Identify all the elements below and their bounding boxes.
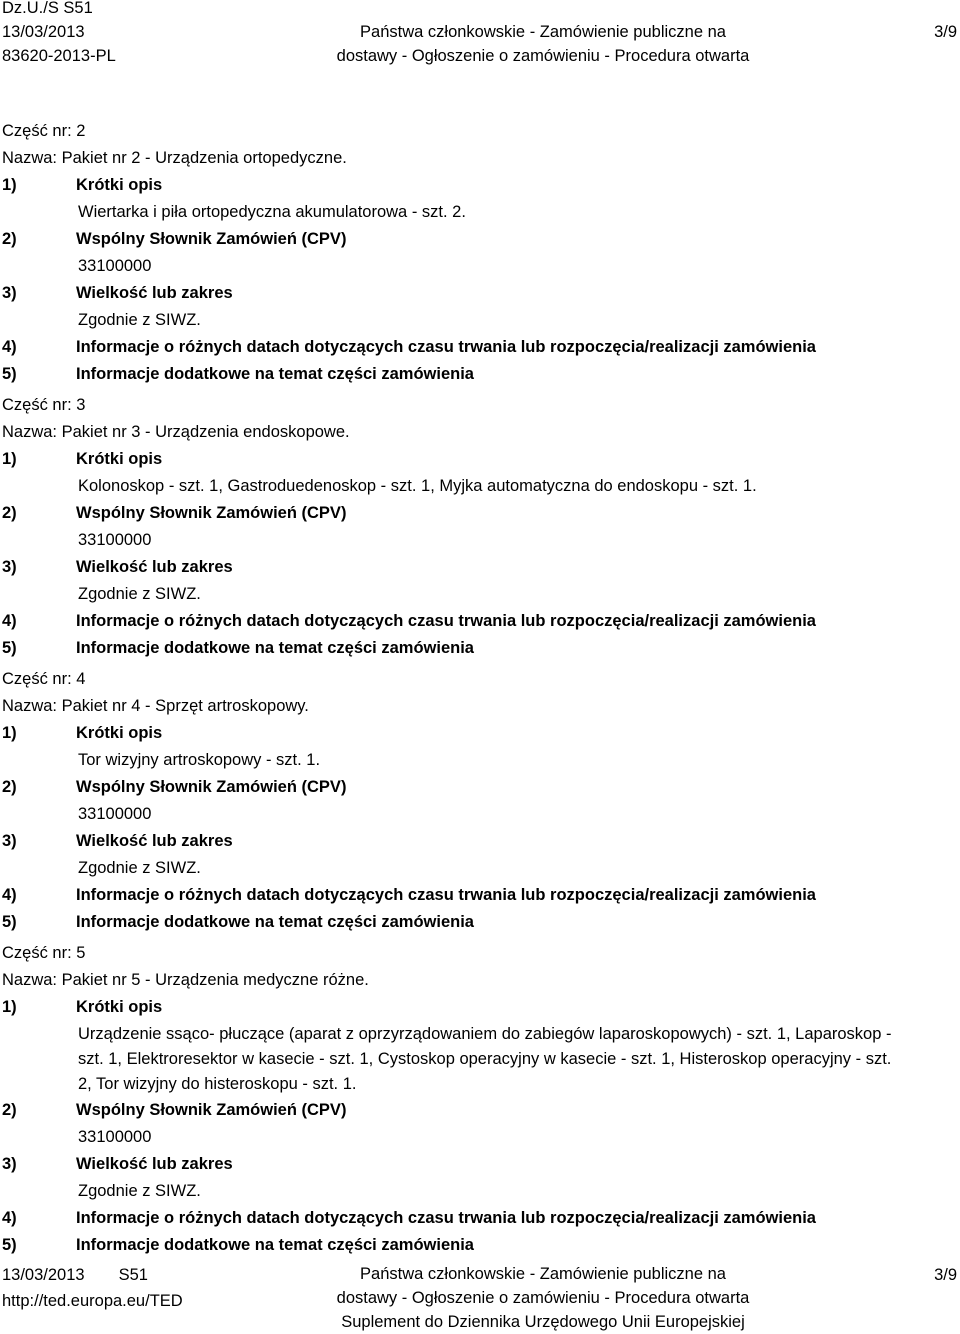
section-number: 1)	[2, 450, 17, 468]
section-title-scope: Wielkość lub zakres	[76, 284, 233, 302]
section-title-short-description: Krótki opis	[76, 724, 163, 742]
part-label: Część nr: 5	[2, 944, 86, 962]
scope-value: Zgodnie z SIWZ.	[78, 1182, 201, 1200]
short-description: Kolonoskop - szt. 1, Gastroduedenoskop - szt. 1, Myjka automatyczna do endoskopu - szt. 1.	[78, 477, 757, 495]
footer-series: S51	[118, 1266, 148, 1284]
section-title-cpv: Wspólny Słownik Zamówień (CPV)	[76, 1101, 347, 1119]
section-title-scope: Wielkość lub zakres	[76, 1155, 233, 1173]
section-title-cpv: Wspólny Słownik Zamówień (CPV)	[76, 778, 347, 796]
section-title-short-description: Krótki opis	[76, 998, 163, 1016]
scope-value: Zgodnie z SIWZ.	[78, 311, 201, 329]
section-title-dates: Informacje o różnych datach dotyczących czasu trwania lub rozpoczęcia/realizacji zamówienia	[76, 338, 816, 356]
part-label: Część nr: 2	[2, 122, 86, 140]
section-title-scope: Wielkość lub zakres	[76, 558, 233, 576]
header-title	[0, 20, 960, 68]
header-page-number: 3/9	[934, 23, 957, 41]
part-name: Nazwa: Pakiet nr 5 - Urządzenia medyczne różne.	[2, 971, 369, 989]
section-number: 4)	[2, 612, 17, 630]
section-number: 3)	[2, 832, 17, 850]
section-title-cpv: Wspólny Słownik Zamówień (CPV)	[76, 230, 347, 248]
cpv-code: 33100000	[78, 531, 152, 549]
document-body	[0, 118, 960, 1259]
part-name: Nazwa: Pakiet nr 3 - Urządzenia endoskopowe.	[2, 423, 350, 441]
section-number: 2)	[2, 1101, 17, 1119]
section-number: 5)	[2, 639, 17, 657]
section-number: 1)	[2, 176, 17, 194]
section-number: 5)	[2, 913, 17, 931]
section-number: 4)	[2, 1209, 17, 1227]
short-description: Wiertarka i piła ortopedyczna akumulatorowa - szt. 2.	[78, 203, 466, 221]
section-title-short-description: Krótki opis	[76, 176, 163, 194]
part-name: Nazwa: Pakiet nr 4 - Sprzęt artroskopowy.	[2, 697, 309, 715]
section-number: 5)	[2, 1236, 17, 1254]
section-title-additional-info: Informacje dodatkowe na temat części zamówienia	[76, 639, 474, 657]
scope-value: Zgodnie z SIWZ.	[78, 585, 201, 603]
footer-url: http://ted.europa.eu/TED	[2, 1292, 183, 1310]
section-title-additional-info: Informacje dodatkowe na temat części zamówienia	[76, 365, 474, 383]
section-number: 3)	[2, 1155, 17, 1173]
part-name: Nazwa: Pakiet nr 2 - Urządzenia ortopedyczne.	[2, 149, 347, 167]
notice-id: 83620-2013-PL	[2, 47, 116, 65]
section-number: 5)	[2, 365, 17, 383]
page-footer	[0, 1262, 960, 1334]
section-number: 1)	[2, 724, 17, 742]
section-number: 4)	[2, 886, 17, 904]
footer-date: 13/03/2013	[2, 1266, 85, 1284]
cpv-code: 33100000	[78, 257, 152, 275]
lot-section	[0, 666, 960, 936]
lot-section	[0, 940, 960, 1259]
cpv-code: 33100000	[78, 1128, 152, 1146]
footer-title	[0, 1262, 960, 1334]
section-title-additional-info: Informacje dodatkowe na temat części zamówienia	[76, 913, 474, 931]
section-title-dates: Informacje o różnych datach dotyczących czasu trwania lub rozpoczęcia/realizacji zamówienia	[76, 886, 816, 904]
section-title-dates: Informacje o różnych datach dotyczących czasu trwania lub rozpoczęcia/realizacji zamówienia	[76, 612, 816, 630]
description-line: szt. 1, Elektroresektor w kasecie - szt. 1, Cystoskop operacyjny w kasecie - szt. 1, Histeroskop operacyjny - szt.	[78, 1050, 892, 1068]
section-number: 2)	[2, 778, 17, 796]
description-line: 2, Tor wizyjny do histeroskopu - szt. 1.	[78, 1075, 357, 1093]
header-title-line1: Państwa członkowskie - Zamówienie publiczne na	[360, 23, 726, 41]
section-title-short-description: Krótki opis	[76, 450, 163, 468]
description-line: Urządzenie ssąco- płuczące (aparat z oprzyrządowaniem do zabiegów laparoskopowych) - szt. 1, Laparoskop -	[78, 1025, 892, 1043]
lot-section	[0, 118, 960, 388]
header-title-line2: dostawy - Ogłoszenie o zamówieniu - Procedura otwarta	[336, 47, 750, 65]
footer-title-line1: Państwa członkowskie - Zamówienie publiczne na	[360, 1265, 726, 1283]
header-date: 13/03/2013	[2, 23, 85, 41]
short-description: Tor wizyjny artroskopowy - szt. 1.	[78, 751, 321, 769]
short-description	[0, 1022, 960, 1097]
cpv-code: 33100000	[78, 805, 152, 823]
page-header	[0, 0, 960, 72]
part-label: Część nr: 4	[2, 670, 86, 688]
section-title-dates: Informacje o różnych datach dotyczących czasu trwania lub rozpoczęcia/realizacji zamówienia	[76, 1209, 816, 1227]
section-number: 1)	[2, 998, 17, 1016]
journal-ref: Dz.U./S S51	[2, 0, 93, 17]
section-title-cpv: Wspólny Słownik Zamówień (CPV)	[76, 504, 347, 522]
section-number: 2)	[2, 230, 17, 248]
part-label: Część nr: 3	[2, 396, 86, 414]
section-title-scope: Wielkość lub zakres	[76, 832, 233, 850]
section-number: 3)	[2, 558, 17, 576]
footer-title-line2: dostawy - Ogłoszenie o zamówieniu - Procedura otwarta	[336, 1289, 750, 1307]
footer-title-line3: Suplement do Dziennika Urzędowego Unii Europejskiej	[341, 1313, 745, 1331]
footer-page-number: 3/9	[934, 1266, 957, 1284]
section-number: 2)	[2, 504, 17, 522]
scope-value: Zgodnie z SIWZ.	[78, 859, 201, 877]
section-number: 3)	[2, 284, 17, 302]
section-title-additional-info: Informacje dodatkowe na temat części zamówienia	[76, 1236, 474, 1254]
lot-section	[0, 392, 960, 662]
section-number: 4)	[2, 338, 17, 356]
